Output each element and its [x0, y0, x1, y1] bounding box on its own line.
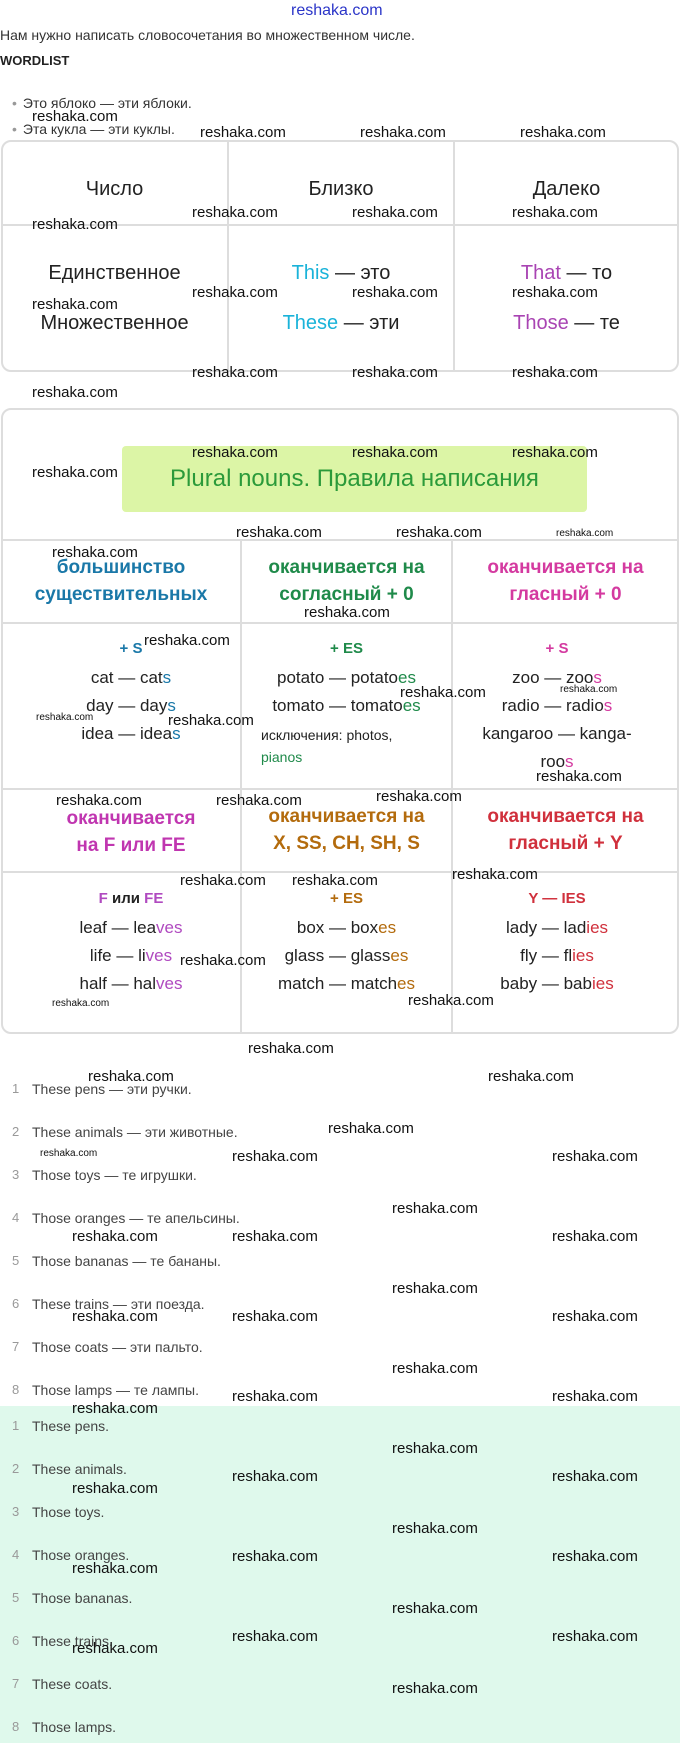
list-number: 7 [12, 1676, 20, 1691]
watermark: reshaka.com [328, 1120, 414, 1137]
watermark: reshaka.com [400, 684, 486, 701]
demonstratives-table [1, 140, 679, 372]
watermark: reshaka.com [392, 1440, 478, 1457]
exceptions-note: исключения: photos, pianos [261, 727, 393, 765]
watermark: reshaka.com [216, 792, 302, 809]
list-item: Those toys. [32, 1504, 105, 1520]
rule-plus-es: + ES [330, 640, 363, 657]
watermark: reshaka.com [192, 284, 278, 301]
watermark: reshaka.com [552, 1548, 638, 1565]
watermark: reshaka.com [232, 1308, 318, 1325]
watermark: reshaka.com [32, 108, 118, 125]
watermark: reshaka.com [232, 1468, 318, 1485]
watermark: reshaka.com [52, 544, 138, 561]
watermark: reshaka.com [232, 1388, 318, 1405]
watermark: reshaka.com [248, 1040, 334, 1057]
watermark: reshaka.com [236, 524, 322, 541]
watermark: reshaka.com [72, 1640, 158, 1657]
watermark: reshaka.com [408, 992, 494, 1009]
list-item: Those bananas — те бананы. [32, 1253, 221, 1269]
watermark: reshaka.com [560, 684, 618, 695]
watermark: reshaka.com [180, 952, 266, 969]
watermark: reshaka.com [352, 364, 438, 381]
watermark: reshaka.com [72, 1560, 158, 1577]
watermark: reshaka.com [376, 788, 462, 805]
list-item: These trains — эти поезда. [32, 1296, 205, 1312]
watermark: reshaka.com [32, 296, 118, 313]
watermark: reshaka.com [72, 1400, 158, 1417]
table-divider [2, 539, 678, 541]
watermark: reshaka.com [72, 1480, 158, 1497]
rule-f-or-fe: F или FE [98, 890, 164, 907]
bullet-dot-icon: • [12, 121, 17, 137]
watermark: reshaka.com [56, 792, 142, 809]
header-number: Число [85, 178, 144, 200]
header-vowel-y: оканчивается на гласный + Y [487, 806, 644, 854]
cell-singular: Единственное [48, 262, 181, 284]
list-item: These pens — эти ручки. [32, 1081, 192, 1097]
example-row: lady — ladies fly — flies baby — babies [500, 918, 614, 993]
watermark: reshaka.com [292, 872, 378, 889]
header-vowel-o: оканчивается на гласный + 0 [487, 557, 644, 605]
watermark: reshaka.com [452, 866, 538, 883]
watermark: reshaka.com [392, 1680, 478, 1697]
list-number: 1 [12, 1081, 20, 1096]
watermark: reshaka.com [32, 216, 118, 233]
table-divider [453, 141, 455, 371]
watermark: reshaka.com [52, 998, 110, 1009]
list-item: Those lamps. [32, 1719, 117, 1735]
watermark: reshaka.com [392, 1360, 478, 1377]
watermark: reshaka.com [552, 1228, 638, 1245]
plural-rules-title: Plural nouns. Правила написания [122, 446, 587, 512]
watermark: reshaka.com [232, 1628, 318, 1645]
watermark: reshaka.com [32, 464, 118, 481]
example-row: box — boxes glass — glasses match — matches [277, 918, 415, 993]
list-item: Those bananas. [32, 1590, 133, 1606]
bullet-dot-icon: • [12, 95, 17, 111]
list-item: These animals. [32, 1461, 127, 1477]
watermark: reshaka.com [232, 1148, 318, 1165]
watermark: reshaka.com [352, 284, 438, 301]
watermark: reshaka.com [192, 364, 278, 381]
watermark: reshaka.com [352, 444, 438, 461]
header-near: Близко [308, 178, 374, 200]
watermark: reshaka.com [488, 1068, 574, 1085]
list-item: Those oranges. [32, 1547, 130, 1563]
intro-text: Нам нужно написать словосочетания во множественном числе. [0, 27, 415, 43]
table-divider [227, 141, 229, 371]
watermark: reshaka.com [396, 524, 482, 541]
watermark: reshaka.com [512, 204, 598, 221]
table-divider [2, 622, 678, 624]
list-number: 3 [12, 1504, 20, 1519]
list-number: 1 [12, 1418, 20, 1433]
list-item: Those coats — эти пальто. [32, 1339, 203, 1355]
bullet-item: • Это яблоко — эти яблоки. [12, 95, 192, 111]
example-row: zoo — zoos radio — radios kangaroo — kanga- roos [482, 668, 632, 771]
table-divider [2, 788, 678, 790]
header-consonant-o: оканчивается на согласный + 0 [268, 557, 425, 605]
watermark: reshaka.com [72, 1308, 158, 1325]
watermark: reshaka.com [392, 1200, 478, 1217]
list-item: Those oranges — те апельсины. [32, 1210, 240, 1226]
watermark: reshaka.com [512, 364, 598, 381]
header-f-fe: оканчивается на F или FE [66, 808, 196, 856]
watermark: reshaka.com [180, 872, 266, 889]
cell-plural: Множественное [40, 312, 189, 334]
list-item: These trains. [32, 1633, 113, 1649]
watermark: reshaka.com [72, 1228, 158, 1245]
example-row: leaf — leaves life — lives half — halves [79, 918, 183, 993]
list-item: Those toys — те игрушки. [32, 1167, 197, 1183]
list-number: 8 [12, 1719, 20, 1734]
watermark: reshaka.com [200, 124, 286, 141]
watermark: reshaka.com [352, 204, 438, 221]
watermark: reshaka.com [552, 1628, 638, 1645]
rule-plus-s: + S [119, 640, 143, 657]
rule-plus-s: + S [545, 640, 569, 657]
cell-those: Those — те [513, 312, 620, 334]
header-far: Далеко [532, 178, 601, 200]
list-item: These coats. [32, 1676, 113, 1692]
rule-plus-es: + ES [330, 890, 363, 907]
list-number: 2 [12, 1124, 20, 1139]
list-item: These animals — эти животные. [32, 1124, 238, 1140]
watermark: reshaka.com [552, 1468, 638, 1485]
watermark: reshaka.com [168, 712, 254, 729]
list-item: Those lamps — те лампы. [32, 1382, 199, 1398]
watermark: reshaka.com [360, 124, 446, 141]
watermark: reshaka.com [520, 124, 606, 141]
watermark: reshaka.com [392, 1280, 478, 1297]
cell-that: That — то [520, 262, 613, 284]
list-number: 6 [12, 1296, 20, 1311]
watermark: reshaka.com [392, 1600, 478, 1617]
cell-these: These — эти [282, 312, 400, 334]
list-number: 8 [12, 1382, 20, 1397]
watermark: reshaka.com [392, 1520, 478, 1537]
watermark: reshaka.com [232, 1228, 318, 1245]
list-number: 3 [12, 1167, 20, 1182]
watermark: reshaka.com [552, 1308, 638, 1325]
watermark: reshaka.com [304, 604, 390, 621]
watermark: reshaka.com [512, 284, 598, 301]
watermark: reshaka.com [552, 1388, 638, 1405]
example-row: cat — cats day — days idea — ideas [81, 668, 181, 743]
list-number: 5 [12, 1590, 20, 1605]
rule-y-ies: Y — IES [528, 890, 586, 907]
watermark: reshaka.com [536, 768, 622, 785]
watermark: reshaka.com [36, 712, 94, 723]
watermark: reshaka.com [291, 2, 383, 19]
watermark: reshaka.com [32, 384, 118, 401]
watermark: reshaka.com [556, 528, 614, 539]
watermark: reshaka.com [88, 1068, 174, 1085]
watermark: reshaka.com [144, 632, 230, 649]
list-number: 4 [12, 1210, 20, 1225]
list-number: 5 [12, 1253, 20, 1268]
watermark: reshaka.com [552, 1148, 638, 1165]
wordlist-label: WORDLIST [0, 53, 70, 68]
watermark: reshaka.com [232, 1548, 318, 1565]
list-number: 2 [12, 1461, 20, 1476]
list-item: These pens. [32, 1418, 110, 1434]
watermark: reshaka.com [192, 204, 278, 221]
list-number: 7 [12, 1339, 20, 1354]
bullet-item: • Эта кукла — эти куклы. [12, 121, 175, 137]
list-number: 4 [12, 1547, 20, 1562]
example-row: potato — potatoes tomato — tomatoes [272, 668, 421, 715]
header-most-nouns: большинство существительных [34, 557, 208, 605]
list-number: 6 [12, 1633, 20, 1648]
watermark: reshaka.com [40, 1148, 98, 1159]
header-x-ss-ch-sh-s: оканчивается на X, SS, CH, SH, S [268, 806, 425, 854]
watermark: reshaka.com [192, 444, 278, 461]
watermark: reshaka.com [512, 444, 598, 461]
cell-this: This — это [291, 262, 391, 284]
